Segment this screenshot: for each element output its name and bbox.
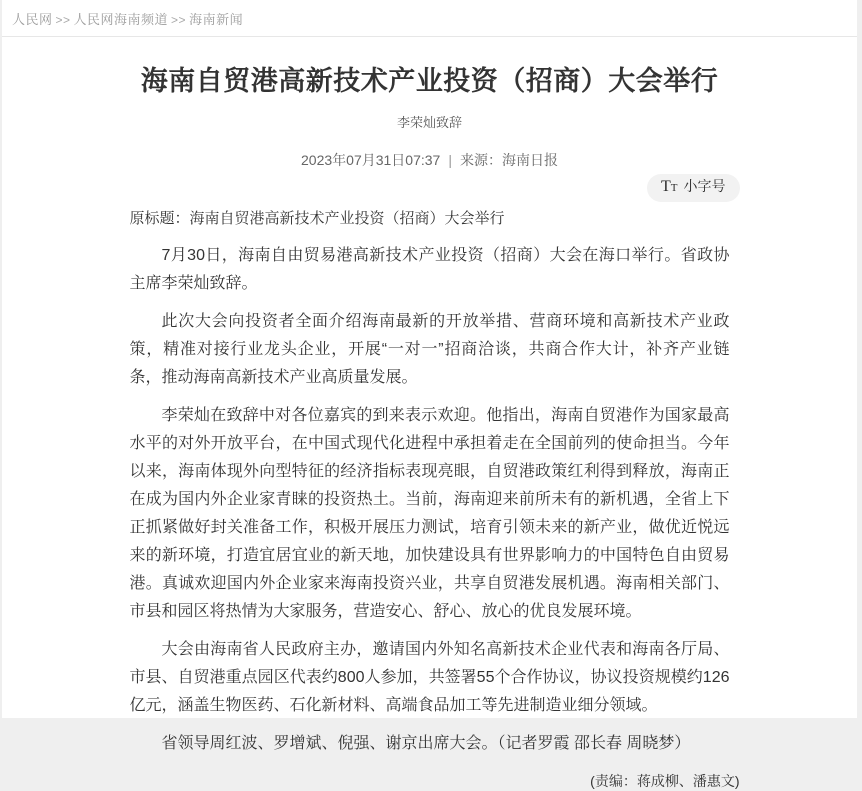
source-label: 来源： xyxy=(459,152,502,168)
original-title-text: 海南自贸港高新技术产业投资（招商）大会举行 xyxy=(189,210,505,227)
article-paragraph: 李荣灿在致辞中对各位嘉宾的到来表示欢迎。他指出，海南自贸港作为国家最高水平的对外开放平台，在中国式现代化进程中承担着走在全国前列的使命担当。今年以来，海南体现外向型特征的经济指标表现亮眼，自贸港政策红利得到释放，海南正在成为国内外企业家青睐的投资热土。当前，海南迎来前所未有的新机遇，全省上下正抓紧做好封关准备工作，积极开展压力测试，培育引领未来的新产业，做优近悦远来的新环境，打造宜居宜业的新天地，加快建设具有世界影响力的中国特色自由贸易港。真诚欢迎国内外企业家来海南投资兴业，共享自贸港发展机遇。海南相关部门、市县和园区将热情为大家服务，营造安心、舒心、放心的优良发展环境。 xyxy=(129,407,730,620)
article-subtitle: 李荣灿致辞 xyxy=(396,115,462,130)
font-size-label: 小字号 xyxy=(683,178,726,194)
breadcrumb-link-hainan-channel[interactable]: 人民网海南频道 xyxy=(73,12,169,27)
article-toolbar xyxy=(120,174,740,201)
article-title: 海南自贸港高新技术产业投资（招商）大会举行 xyxy=(140,66,719,96)
article-meta xyxy=(2,150,857,170)
article-paragraph: 此次大会向投资者全面介绍海南最新的开放举措、营商环境和高新技术产业政策，精准对接行业龙头企业，开展“一对一”招商洽谈，共商合作大计，补齐产业链条，推动海南高新技术产业高质量发展。 xyxy=(129,313,730,386)
header-divider xyxy=(2,36,857,37)
article-paragraph: 省领导周红波、罗增斌、倪强、谢京出席大会。（记者罗霞 邵长春 周晓梦） xyxy=(161,735,691,752)
breadcrumb-link-hainan-news[interactable]: 海南新闻 xyxy=(189,12,244,27)
breadcrumb xyxy=(2,0,857,28)
breadcrumb-separator: >> xyxy=(55,13,71,27)
original-title-line xyxy=(130,210,730,228)
meta-separator: | xyxy=(448,152,452,168)
editor-credit: (责编：蒋成柳、潘惠文) xyxy=(590,773,740,789)
font-size-icon: T xyxy=(660,178,671,195)
article-body xyxy=(130,210,730,758)
breadcrumb-separator: >> xyxy=(171,13,187,27)
font-size-button[interactable] xyxy=(647,174,740,202)
article-paragraph: 7月30日，海南自由贸易港高新技术产业投资（招商）大会在海口举行。省政协主席李荣灿致辞。 xyxy=(129,247,730,292)
publish-date: 2023年07月31日07:37 xyxy=(301,152,441,168)
original-title-label: 原标题： xyxy=(129,210,190,227)
source-link[interactable]: 海南日报 xyxy=(501,152,558,168)
font-size-icon-small: T xyxy=(670,182,678,194)
article-paragraph: 大会由海南省人民政府主办，邀请国内外知名高新技术企业代表和海南各厅局、市县、自贸港重点园区代表约800人参加，共签署55个合作协议，协议投资规模约126亿元，涵盖生物医药、石化新材料、高端食品加工等先进制造业细分领域。 xyxy=(129,641,730,714)
article-page xyxy=(2,0,857,789)
breadcrumb-link-peoples-daily[interactable]: 人民网 xyxy=(12,12,53,27)
